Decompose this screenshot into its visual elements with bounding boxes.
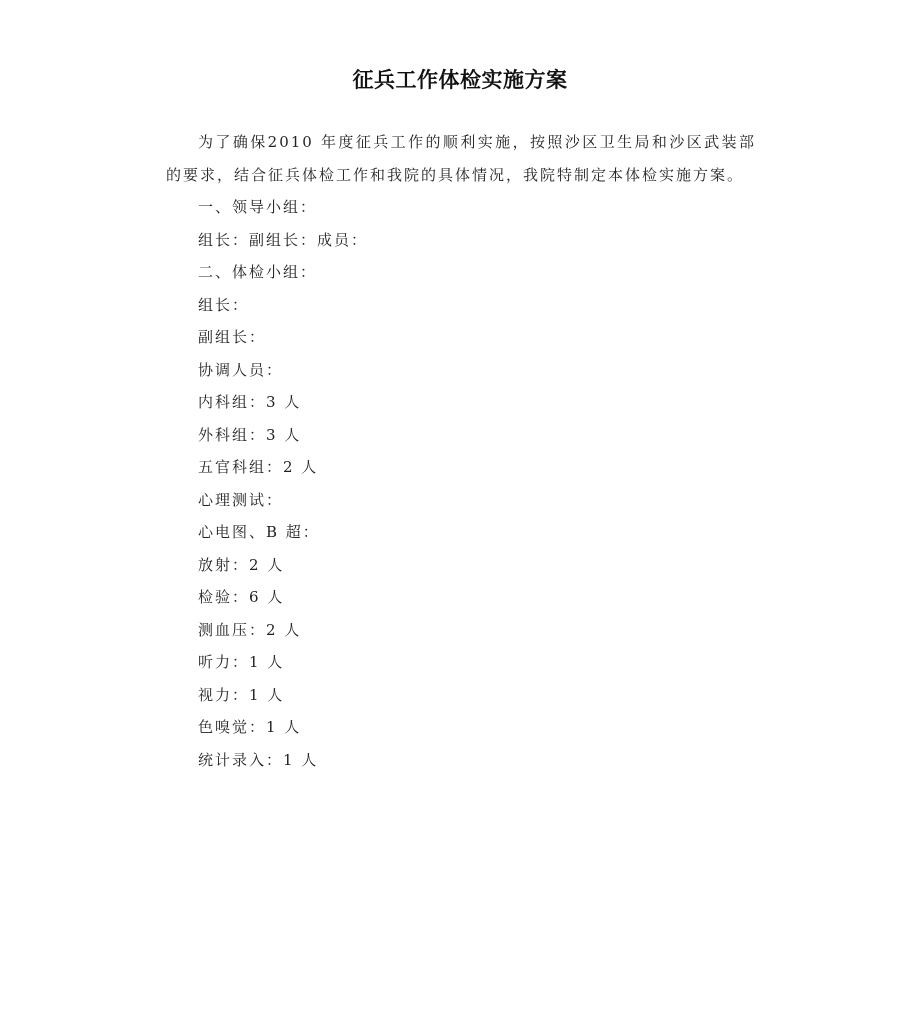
list-item: 心电图、B 超：: [198, 523, 320, 541]
list-item: 放射：2 人: [198, 555, 285, 574]
list-item: 内科组：3 人: [198, 393, 302, 411]
list-item: 组长：: [198, 295, 250, 314]
document-title: 征兵工作体检实施方案: [352, 68, 568, 92]
leadership-members: 组长：副组长：成员：: [198, 230, 369, 249]
intro-paragraph: 为了确保2010 年度征兵工作的顺利实施，按照沙区卫生局和沙区武装部的要求，结合征兵体检工作和我院的具体情况，我院特制定本体检实施方案。: [166, 133, 756, 184]
list-item: 协调人员：: [198, 360, 284, 379]
document-body: [166, 126, 756, 776]
list-item: 副组长：: [198, 328, 267, 346]
list-item: 外科组：3 人: [198, 425, 302, 444]
list-item: 统计录入：1 人: [198, 750, 319, 769]
list-item: 心理测试：: [198, 490, 284, 509]
section-heading-exam-team: 二、体检小组：: [198, 263, 318, 281]
list-item: 五官科组：2 人: [198, 458, 319, 476]
list-item: 检验：6 人: [198, 588, 285, 606]
list-item: 听力：1 人: [198, 653, 285, 671]
section-heading-leadership: 一、领导小组：: [198, 198, 318, 216]
list-item: 测血压：2 人: [198, 620, 302, 639]
list-item: 视力：1 人: [198, 685, 285, 704]
list-item: 色嗅觉：1 人: [198, 718, 302, 736]
plan-list: [166, 191, 756, 776]
